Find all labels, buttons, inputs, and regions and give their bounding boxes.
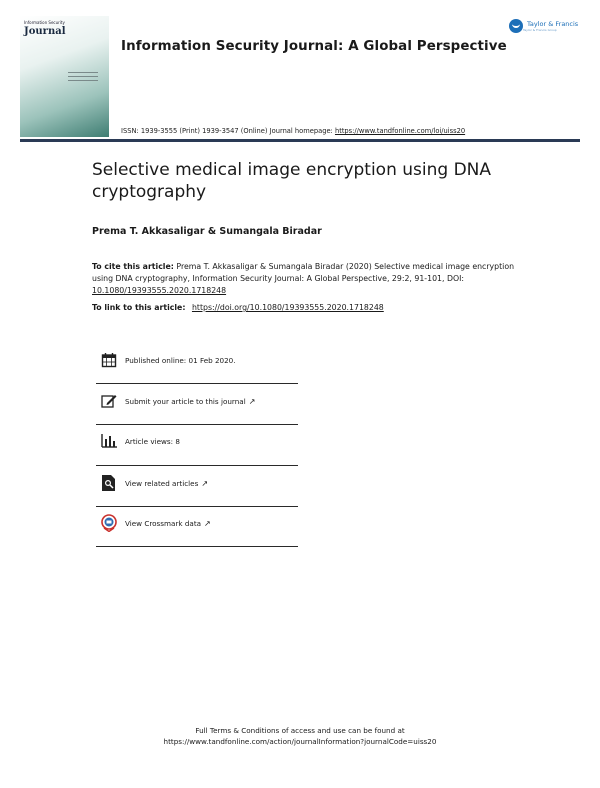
citation-text: Prema T. Akkasaligar & Sumangala Biradar (2020) Selective medical image encryption using DNA cryptography, Information Security Journal: A Global Perspective, 29:2, 91-101, DOI: [92,262,515,283]
article-link-line [92,303,384,312]
external-link-icon: ↗ [204,518,211,528]
article-link-label: To link to this article: [92,303,186,312]
footer-terms-link[interactable]: https://www.tandfonline.com/action/journalInformation?journalCode=uiss20 [163,737,437,746]
publisher-logo [509,16,584,36]
issn-line [121,127,465,135]
citation-block [92,261,517,297]
related-articles-link[interactable]: View related articles [125,478,199,488]
article-title: Selective medical image encryption using DNA cryptography [92,160,492,202]
issn-text: ISSN: 1939-3555 (Print) 1939-3547 (Online) Journal homepage: [121,127,333,135]
row-divider [96,546,298,547]
submit-article-row[interactable] [96,381,298,421]
crossmark-icon [99,514,119,532]
journal-title: Information Security Journal: A Global Perspective [121,39,507,54]
cover-journal-word: Journal [24,26,66,37]
crossmark-link[interactable]: View Crossmark data [125,518,202,528]
article-doi-url[interactable]: https://doi.org/10.1080/19393555.2020.1718248 [191,303,384,312]
header-divider [20,139,580,142]
related-articles-row[interactable] [96,463,298,503]
publisher-logo-icon [509,19,523,33]
footer-terms [0,725,600,747]
bar-chart-icon [99,432,119,450]
journal-homepage-link[interactable]: https://www.tandfonline.com/loi/uiss20 [334,127,466,135]
publisher-logo-text: Taylor & Francis [527,19,579,28]
crossmark-row[interactable] [96,503,298,543]
cover-top-text: Information Security [24,20,65,25]
citation-doi-link[interactable]: 10.1080/19393555.2020.1718248 [92,286,227,295]
article-authors: Prema T. Akkasaligar & Sumangala Biradar [92,226,322,237]
submit-article-link[interactable]: Submit your article to this journal [125,396,246,406]
journal-cover-image [20,16,109,137]
citation-label: To cite this article: [92,262,174,271]
calendar-icon [99,351,119,369]
publisher-logo-subtext: Taylor & Francis Group [523,27,557,32]
external-link-icon: ↗ [248,396,256,406]
published-online-text: Published online: 01 Feb 2020. [125,355,236,365]
search-document-icon [99,474,119,492]
article-views-row [96,421,298,461]
footer-line-1: Full Terms & Conditions of access and use can be found at [195,726,405,735]
cover-decoration [68,72,98,84]
external-link-icon: ↗ [201,478,209,488]
published-online-row [96,340,298,380]
edit-icon [99,392,119,410]
article-views-text: Article views: 8 [125,436,180,446]
